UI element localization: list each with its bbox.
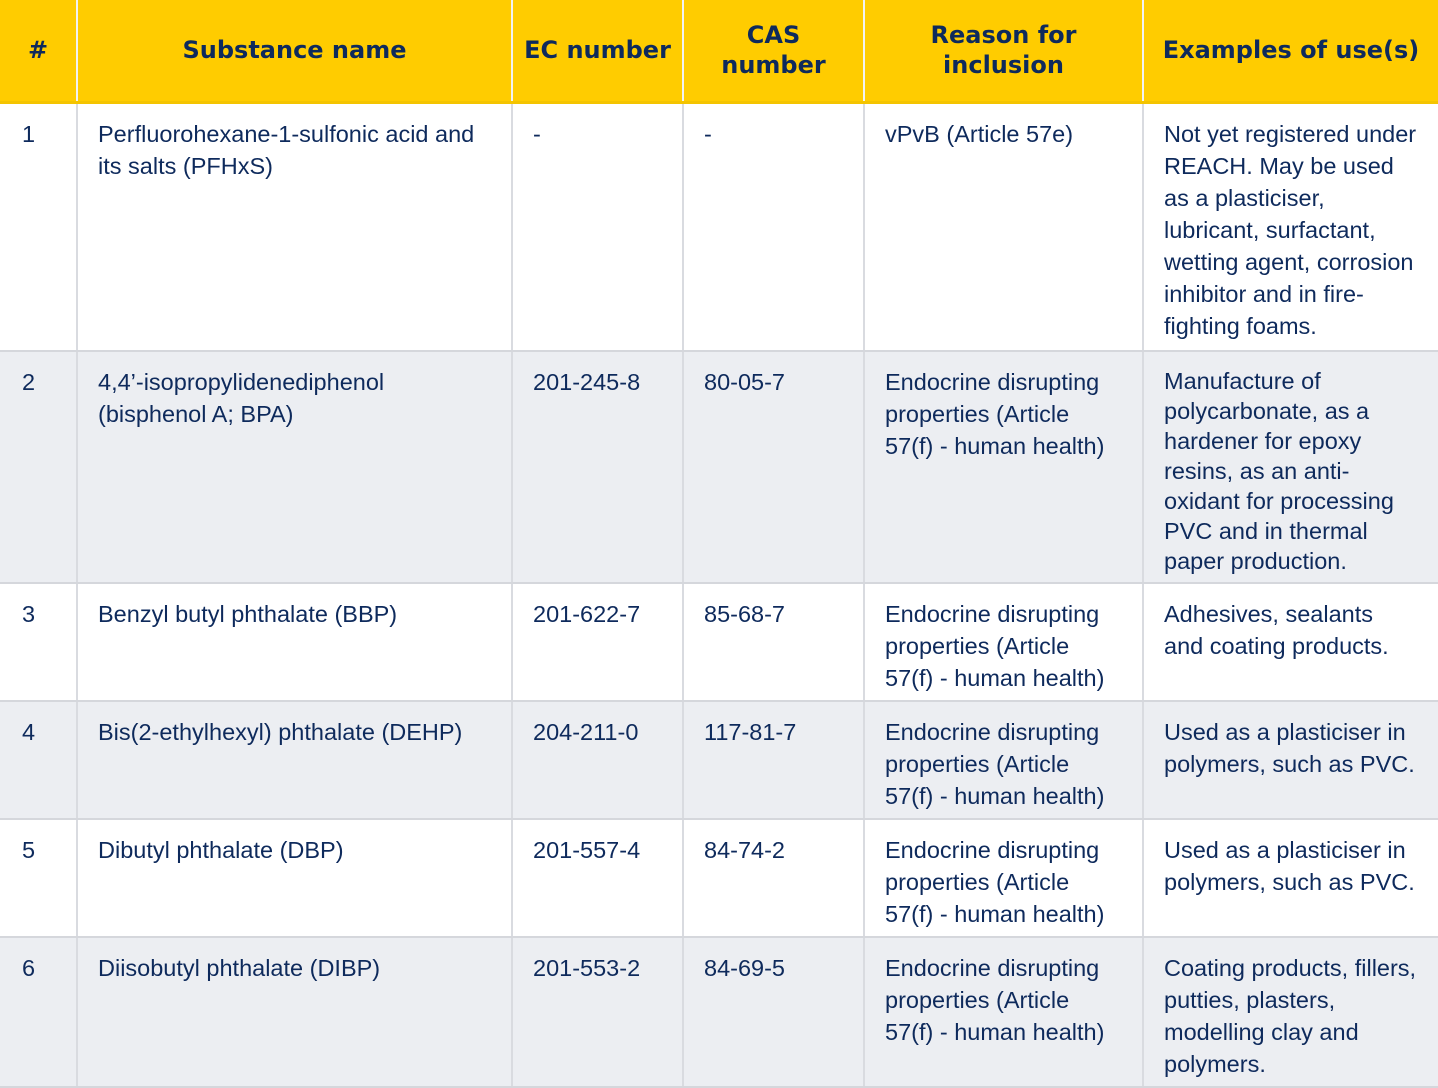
row-number: 5	[0, 819, 77, 937]
reason-for-inclusion: Endocrine disrupting properties (Article 57(f) - human health)	[864, 819, 1143, 937]
substance-name: Perfluorohexane-1-sulfonic acid and its salts (PFHxS)	[77, 102, 512, 351]
examples-of-uses: Adhesives, sealants and coating products.	[1143, 583, 1438, 701]
cas-number: 117-81-7	[683, 701, 864, 819]
table-row	[0, 819, 1438, 937]
cas-number: 84-69-5	[683, 937, 864, 1087]
substance-name: Dibutyl phthalate (DBP)	[77, 819, 512, 937]
reason-for-inclusion: Endocrine disrupting properties (Article 57(f) - human health)	[864, 701, 1143, 819]
row-number: 4	[0, 701, 77, 819]
row-number: 2	[0, 351, 77, 583]
cas-number: -	[683, 102, 864, 351]
table-row	[0, 102, 1438, 351]
header-substance-name: Substance name	[77, 0, 512, 102]
cas-number: 85-68-7	[683, 583, 864, 701]
table-body	[0, 102, 1438, 1087]
table-row	[0, 937, 1438, 1087]
table-row	[0, 583, 1438, 701]
header-cas-number: CAS number	[683, 0, 864, 102]
substance-name: Diisobutyl phthalate (DIBP)	[77, 937, 512, 1087]
row-number: 3	[0, 583, 77, 701]
examples-of-uses: Used as a plasticiser in polymers, such as PVC.	[1143, 701, 1438, 819]
ec-number: 204-211-0	[512, 701, 683, 819]
reason-for-inclusion: Endocrine disrupting properties (Article 57(f) - human health)	[864, 351, 1143, 583]
row-number: 6	[0, 937, 77, 1087]
ec-number: 201-622-7	[512, 583, 683, 701]
substance-name: Bis(2-ethylhexyl) phthalate (DEHP)	[77, 701, 512, 819]
header-row	[0, 0, 1438, 102]
header-ec-number: EC number	[512, 0, 683, 102]
examples-of-uses: Coating products, fillers, putties, plasters, modelling clay and polymers.	[1143, 937, 1438, 1087]
header-examples-of-uses: Examples of use(s)	[1143, 0, 1438, 102]
ec-number: 201-553-2	[512, 937, 683, 1087]
substance-name: 4,4’-isopropylidenediphenol (bisphenol A; BPA)	[77, 351, 512, 583]
ec-number: -	[512, 102, 683, 351]
table-row	[0, 701, 1438, 819]
ec-number: 201-557-4	[512, 819, 683, 937]
table-row	[0, 351, 1438, 583]
row-number: 1	[0, 102, 77, 351]
header-reason-for-inclusion: Reason for inclusion	[864, 0, 1143, 102]
ec-number: 201-245-8	[512, 351, 683, 583]
table-header	[0, 0, 1438, 102]
reason-for-inclusion: Endocrine disrupting properties (Article 57(f) - human health)	[864, 583, 1143, 701]
reason-for-inclusion: Endocrine disrupting properties (Article 57(f) - human health)	[864, 937, 1143, 1087]
reason-for-inclusion: vPvB (Article 57e)	[864, 102, 1143, 351]
cas-number: 84-74-2	[683, 819, 864, 937]
cas-number: 80-05-7	[683, 351, 864, 583]
examples-of-uses: Used as a plasticiser in polymers, such as PVC.	[1143, 819, 1438, 937]
header-number: #	[0, 0, 77, 102]
examples-of-uses: Manufacture of polycarbonate, as a hardener for epoxy resins, as an anti-oxidant for processing PVC and in thermal paper production.	[1143, 351, 1438, 583]
substance-name: Benzyl butyl phthalate (BBP)	[77, 583, 512, 701]
examples-of-uses: Not yet registered under REACH. May be used as a plasticiser, lubricant, surfactant, wetting agent, corrosion inhibitor and in fire-fighting foams.	[1143, 102, 1438, 351]
